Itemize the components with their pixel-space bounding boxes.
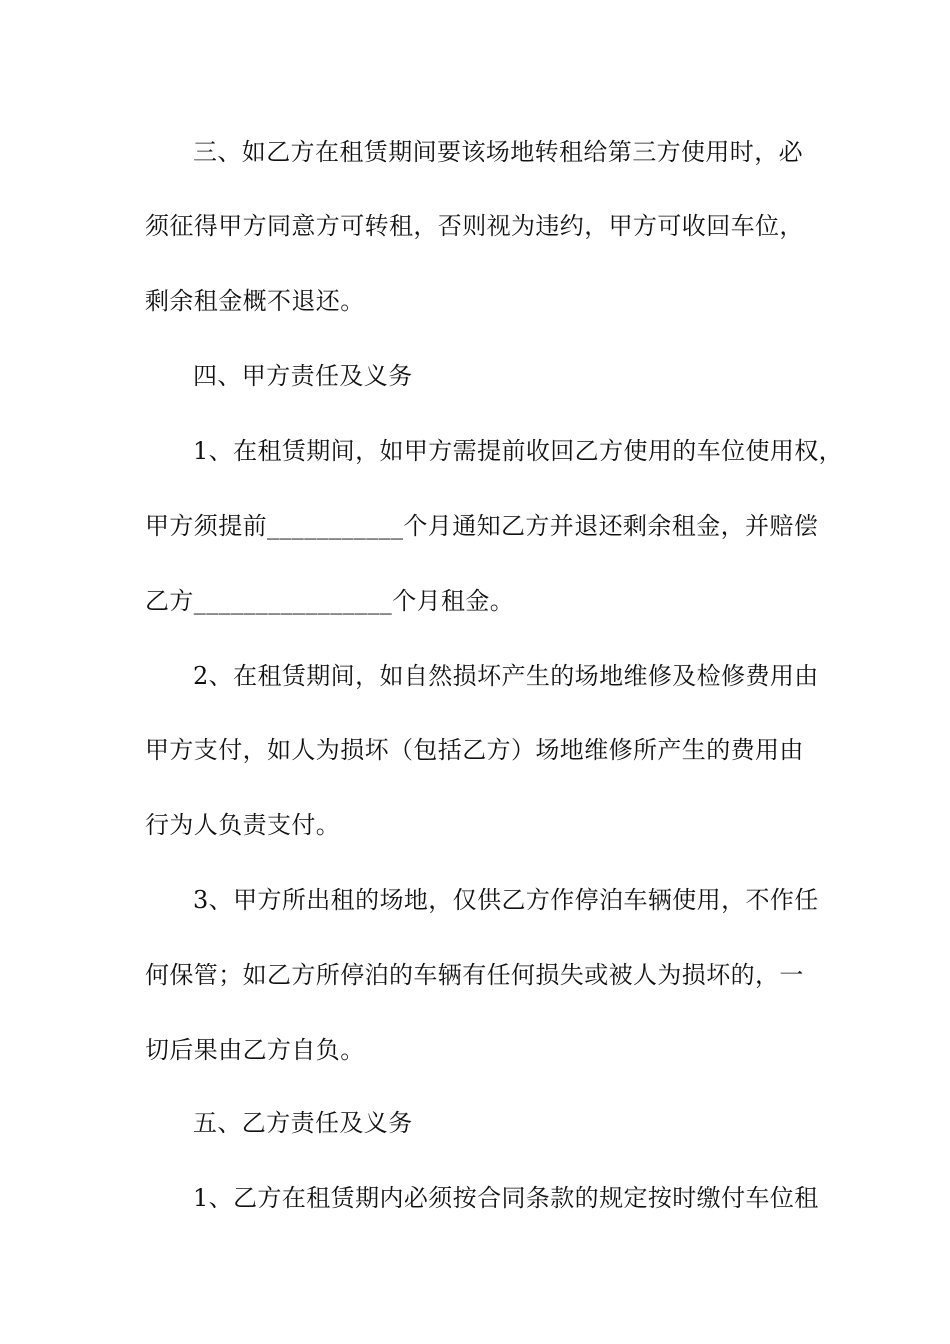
item-4-1-line-1: 1、在租赁期间，如甲方需提前收回乙方使用的车位使用权， (193, 437, 844, 465)
item-4-2-line-1: 2、在租赁期间，如自然损坏产生的场地维修及检修费用由 (193, 662, 819, 690)
item-4-3-line-1: 3、甲方所出租的场地，仅供乙方作停泊车辆使用，不作任 (193, 886, 819, 914)
item-4-1-line-3: 乙方________________个月租金。 (145, 587, 515, 615)
item-5-1-line-1: 1、乙方在租赁期内必须按合同条款的规定按时缴付车位租 (193, 1184, 819, 1212)
item-4-2-line-3: 行为人负责支付。 (145, 811, 341, 839)
section-5-heading: 五、乙方责任及义务 (193, 1109, 413, 1137)
item-4-3-line-3: 切后果由乙方自负。 (145, 1036, 365, 1064)
clause-3-line-3: 剩余租金概不退还。 (145, 287, 365, 315)
item-4-1-line-2: 甲方须提前___________个月通知乙方并退还剩余租金，并赔偿 (145, 512, 819, 540)
section-4-heading: 四、甲方责任及义务 (193, 362, 413, 390)
clause-3-line-2: 须征得甲方同意方可转租，否则视为违约，甲方可收回车位， (145, 212, 804, 240)
clause-3-line-1: 三、如乙方在租赁期间要该场地转租给第三方使用时，必 (193, 138, 803, 166)
item-4-3-line-2: 何保管；如乙方所停泊的车辆有任何损失或被人为损坏的，一 (145, 961, 804, 989)
item-4-2-line-2: 甲方支付，如人为损坏（包括乙方）场地维修所产生的费用由 (145, 736, 804, 764)
